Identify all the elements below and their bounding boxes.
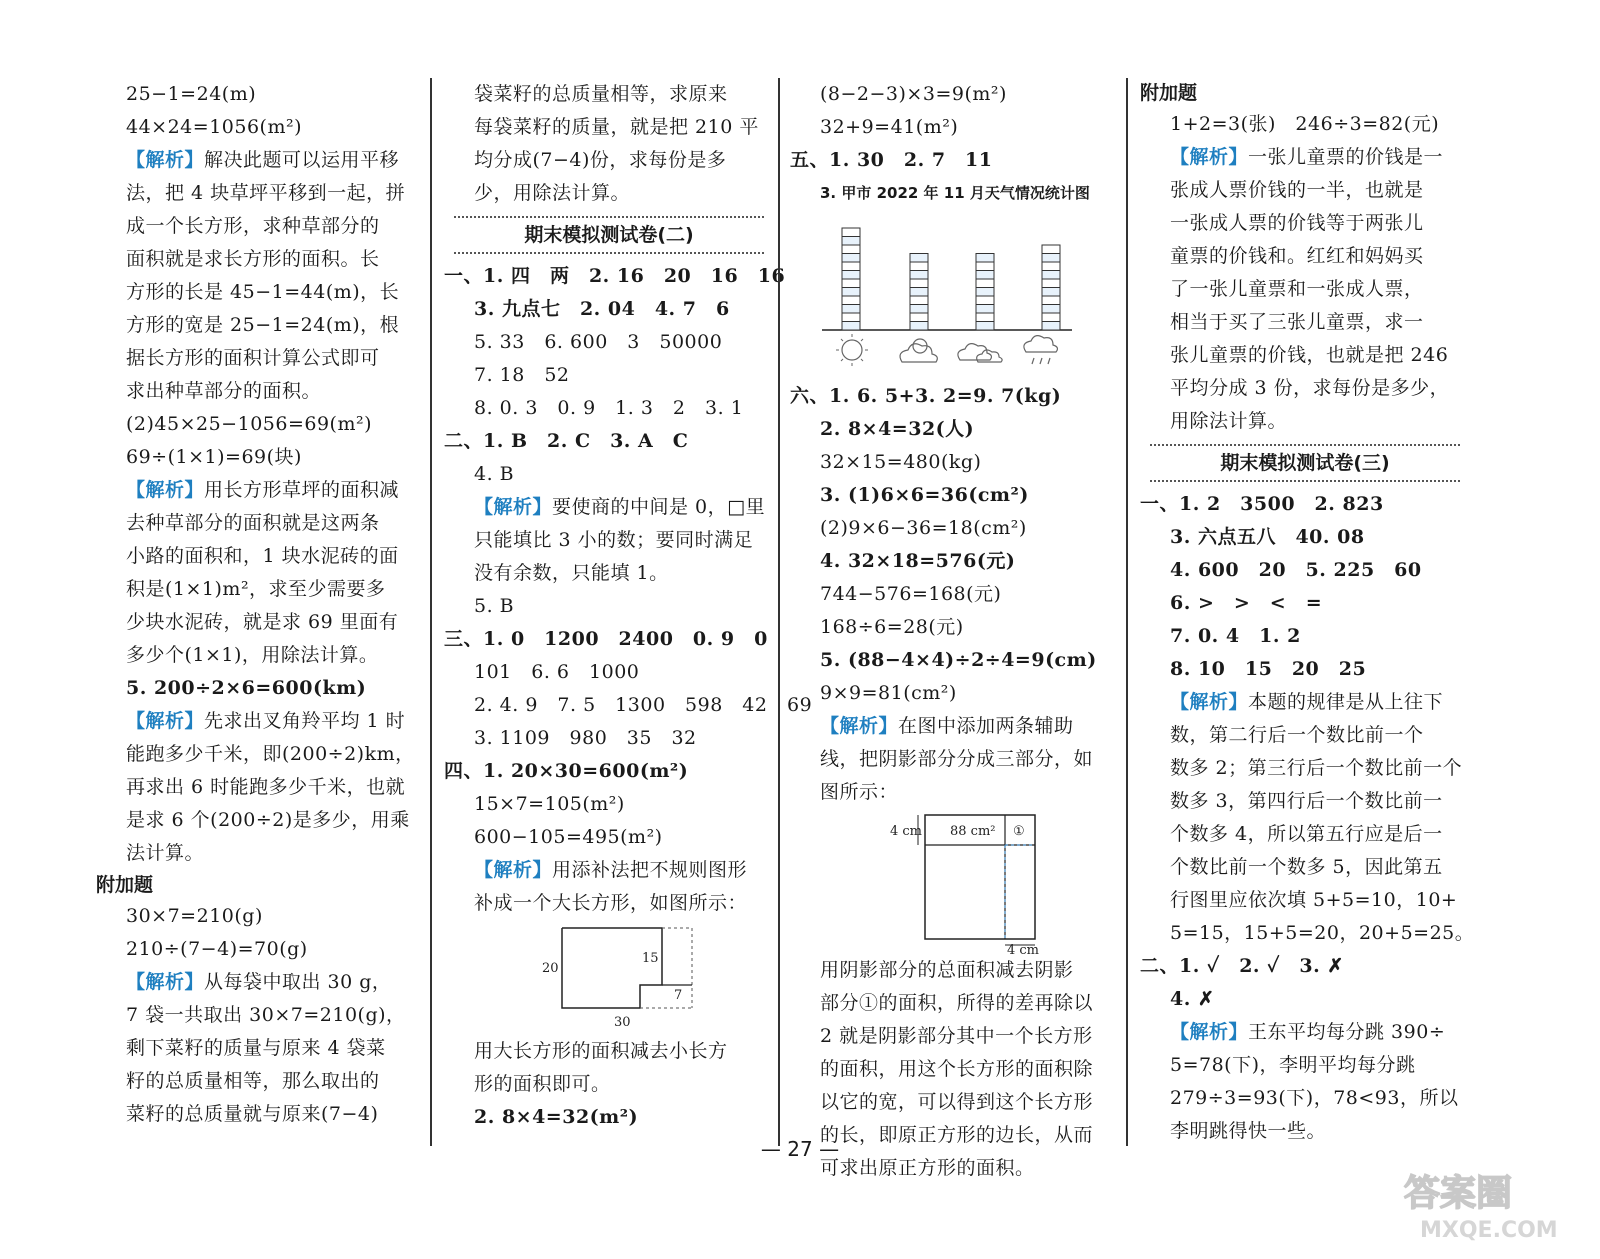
chart-bar-unit [1042, 296, 1060, 305]
figure-label: 4 cm [890, 824, 923, 839]
analysis-tag: 【解析】 [1170, 691, 1249, 713]
analysis-line: 【解析】用长方形草坪的面积减 [126, 479, 400, 501]
chart-bar-unit [1042, 254, 1060, 263]
exam-title: 期末模拟测试卷(二) [454, 216, 764, 254]
answer-line: 2. 8×4=32(人) [820, 418, 975, 440]
analysis-tag: 【解析】 [474, 496, 553, 518]
weather-chart [790, 210, 1110, 380]
chart-bar-unit [842, 279, 860, 288]
chart-bar-unit [976, 288, 994, 297]
text-line: 1+2=3(张) 246÷3=82(元) [1170, 113, 1440, 135]
chart-bar-unit [910, 254, 928, 263]
chart-bar-unit [910, 296, 928, 305]
text-line: 只能填比 3 小的数；要同时满足 [474, 529, 754, 551]
text-line: 可求出原正方形的面积。 [820, 1157, 1035, 1179]
watermark-url: MXQE.COM [1420, 1218, 1558, 1243]
text-line: 均分成(7−4)份，求每份是多 [474, 149, 727, 171]
analysis-tag: 【解析】 [1170, 146, 1249, 168]
figure-label: 20 [542, 961, 559, 976]
answer-line: 4. 32×18=576(元) [820, 550, 1016, 572]
chart-bar-unit [976, 271, 994, 280]
answer-line: 2. 8×4=32(m²) [474, 1106, 639, 1128]
text-line: 图所示： [820, 781, 899, 803]
chart-bar-unit [842, 296, 860, 305]
text-line: 2 就是阴影部分其中一个长方形 [820, 1025, 1093, 1047]
text-line: 30×7=210(g) [126, 905, 263, 927]
chart-bar-unit [1042, 305, 1060, 314]
chart-bar-unit [842, 305, 860, 314]
analysis-line: 【解析】先求出叉角羚平均 1 时 [126, 710, 406, 732]
chart-bar-unit [910, 322, 928, 331]
text-line: 个数比前一个数多 5，因此第五 [1170, 856, 1443, 878]
answer-line: 3. 六点五八 40. 08 [1170, 526, 1365, 548]
text-line: 279÷3=93(下)，78<93，所以 [1170, 1087, 1459, 1109]
chart-bar-rain [1042, 245, 1060, 330]
chart-title: 3. 甲市 2022 年 11 月天气情况统计图 [820, 184, 1090, 202]
chart-bar-unit [976, 313, 994, 322]
analysis-line: 【解析】一张儿童票的价钱是一 [1170, 146, 1444, 168]
chart-bar-unit [910, 313, 928, 322]
text-line: 小路的面积和，1 块水泥砖的面 [126, 545, 399, 567]
text-line: 44×24=1056(m²) [126, 116, 303, 138]
answer-line: 一、1. 2 3500 2. 823 [1140, 493, 1384, 515]
chart-bar-unit [1042, 288, 1060, 297]
figure-label: 30 [614, 1015, 631, 1030]
chart-bar-unit [1042, 322, 1060, 331]
square-figure [790, 809, 1120, 954]
analysis-tag: 【解析】 [126, 479, 205, 501]
text-line: 数多 3，第四行后一个数比前一 [1170, 790, 1443, 812]
text-line: (8−2−3)×3=9(m²) [820, 83, 1007, 105]
answer-line: 5. (88−4×4)÷2÷4=9(cm) [820, 649, 1097, 671]
text-line: 行图里应依次填 5+5=10，10+ [1170, 889, 1458, 911]
text-line: 据长方形的面积计算公式即可 [126, 347, 380, 369]
text-line: 剩下菜籽的质量与原来 4 袋菜 [126, 1037, 386, 1059]
watermark-text: 答案圈 [1404, 1173, 1513, 1214]
answer-line: 二、1. B 2. C 3. A C [444, 430, 689, 452]
answer-line: 六、1. 6. 5+3. 2=9. 7(kg) [790, 385, 1062, 407]
text-line: (2)45×25−1056=69(m²) [126, 413, 373, 435]
sunny-icon [836, 334, 868, 366]
answer-line: 四、1. 20×30=600(m²) [444, 760, 689, 782]
analysis-line: 【解析】从每袋中取出 30 g， [126, 971, 392, 993]
analysis-line: 【解析】在图中添加两条辅助 [820, 715, 1074, 737]
answer-line: 二、1. ✓ 2. ✓ 3. ✗ [1140, 955, 1344, 977]
exam-title: 期末模拟测试卷(三) [1150, 444, 1460, 482]
chart-bar-unit [910, 279, 928, 288]
text-line: 法，把 4 块草坪平移到一起，拼 [126, 182, 406, 204]
text-line: 25−1=24(m) [126, 83, 257, 105]
text-line: 没有余数，只能填 1。 [474, 562, 669, 584]
text-line: 补成一个大长方形，如图所示： [474, 892, 748, 914]
text-line: 用除法计算。 [1170, 410, 1288, 432]
answer-line: 4. B [474, 463, 515, 485]
analysis-tag: 【解析】 [474, 859, 553, 881]
text-line: 数，第二行后一个数比前一个 [1170, 724, 1424, 746]
column-divider [430, 78, 432, 1146]
text-line: 15×7=105(m²) [474, 793, 625, 815]
chart-bar-unit [842, 271, 860, 280]
answer-line: 2. 4. 9 7. 5 1300 598 42 69 [474, 694, 813, 716]
answer-line: 101 6. 6 1000 [474, 661, 640, 683]
text-line: 5=15，15+5=20，20+5=25。 [1170, 922, 1475, 944]
text-line: 用阴影部分的总面积减去阴影 [820, 959, 1074, 981]
text-line: 李明跳得快一些。 [1170, 1120, 1327, 1142]
chart-bar-unit [842, 254, 860, 263]
text-line: 相当于买了三张儿童票，求一 [1170, 311, 1424, 333]
text-line: 69÷(1×1)=69(块) [126, 446, 302, 468]
text-line: 210÷(7−4)=70(g) [126, 938, 308, 960]
text-line: 个数多 4，所以第五行应是后一 [1170, 823, 1443, 845]
answer-line: 6. > > < = [1170, 592, 1323, 614]
answer-line: 8. 0. 3 0. 9 1. 3 2 3. 1 [474, 397, 744, 419]
analysis-tag: 【解析】 [126, 971, 205, 993]
text-line: 7 袋一共取出 30×7=210(g)， [126, 1004, 406, 1026]
text-line: 成一个长方形，求种草部分的 [126, 215, 380, 237]
answer-line: 7. 18 52 [474, 364, 570, 386]
rectangle-figure [444, 920, 774, 1035]
chart-bar-unit [1042, 313, 1060, 322]
text-line: 5=78(下)，李明平均每分跳 [1170, 1054, 1416, 1076]
chart-bar-unit [910, 271, 928, 280]
analysis-tag: 【解析】 [126, 710, 205, 732]
overcast-icon [958, 344, 1002, 362]
text-line: 用大长方形的面积减去小长方 [474, 1040, 728, 1062]
chart-bar-unit [976, 322, 994, 331]
text-line: (2)9×6−36=18(cm²) [820, 517, 1027, 539]
chart-bar-unit [842, 313, 860, 322]
text-line: 方形的宽是 25−1=24(m)，根 [126, 314, 400, 336]
text-line: 能跑多少千米，即(200÷2)km， [126, 743, 415, 765]
text-line: 线，把阴影部分分成三部分，如 [820, 748, 1094, 770]
text-line: 张成人票价钱的一半，也就是 [1170, 179, 1424, 201]
text-line: 童票的价钱和。红红和妈妈买 [1170, 245, 1424, 267]
cloudy-icon [900, 339, 937, 362]
answer-line: 3. 九点七 2. 04 4. 7 6 [474, 298, 730, 320]
text-line: 每袋菜籽的质量，就是把 210 平 [474, 116, 759, 138]
chart-bar-unit [976, 305, 994, 314]
chart-bar-sunny [842, 228, 860, 330]
watermark-logo [1400, 1165, 1570, 1249]
answer-line: 3. 1109 980 35 32 [474, 727, 697, 749]
text-line: 744−576=168(元) [820, 583, 1002, 605]
text-line: 32+9=41(m²) [820, 116, 959, 138]
figure-label: 4 cm [1007, 943, 1040, 954]
rain-icon [1024, 336, 1058, 364]
answer-line: 5. B [474, 595, 515, 617]
analysis-line: 【解析】王东平均每分跳 390÷ [1170, 1021, 1446, 1043]
text-line: 多少个(1×1)，用除法计算。 [126, 644, 379, 666]
chart-bar-unit [842, 288, 860, 297]
text-line: 少块水泥砖，就是求 69 里面有 [126, 611, 399, 633]
column-3 [790, 78, 1120, 1185]
text-line: 部分①的面积，所得的差再除以 [820, 992, 1094, 1014]
figure-label: 15 [642, 951, 659, 966]
figure-label: 7 [674, 988, 683, 1003]
analysis-tag: 【解析】 [1170, 1021, 1249, 1043]
column-divider [1126, 78, 1128, 1146]
chart-bar-unit [842, 228, 860, 237]
chart-bar-unit [910, 305, 928, 314]
chart-bar-unit [842, 237, 860, 246]
column-1 [96, 78, 426, 1131]
text-line: 的面积，用这个长方形的面积除 [820, 1058, 1094, 1080]
text-line: 9×9=81(cm²) [820, 682, 957, 704]
column-4 [1140, 78, 1475, 1148]
text-line: 以它的宽，可以得到这个长方形 [820, 1091, 1094, 1113]
answer-line: 7. 0. 4 1. 2 [1170, 625, 1301, 647]
answer-line: 一、1. 四 两 2. 16 20 16 16 [444, 265, 786, 287]
chart-bar-unit [1042, 262, 1060, 271]
text-line: 平均分成 3 份，求每份是多少， [1170, 377, 1450, 399]
text-line: 的长，即原正方形的边长，从而 [820, 1124, 1094, 1146]
answer-line: 5. 200÷2×6=600(km) [126, 677, 367, 699]
text-line: 数多 2；第三行后一个数比前一个 [1170, 757, 1463, 779]
chart-bar-unit [910, 262, 928, 271]
answer-line: 3. (1)6×6=36(cm²) [820, 484, 1029, 506]
answer-line: 4. 600 20 5. 225 60 [1170, 559, 1422, 581]
analysis-line: 【解析】解决此题可以运用平移 [126, 149, 400, 171]
text-line: 张儿童票的价钱，也就是把 246 [1170, 344, 1449, 366]
section-heading: 附加题 [1140, 82, 1198, 104]
answer-line: 5. 33 6. 600 3 50000 [474, 331, 723, 353]
text-line: 积是(1×1)m²，求至少需要多 [126, 578, 386, 600]
text-line: 去种草部分的面积就是这两条 [126, 512, 380, 534]
page-number: — 27 — [760, 1137, 840, 1161]
chart-bar-unit [842, 245, 860, 254]
figure-outline [562, 928, 662, 1008]
text-line: 求出种草部分的面积。 [126, 380, 322, 402]
chart-bar-unit [842, 262, 860, 271]
text-line: 了一张儿童票和一张成人票， [1170, 278, 1424, 300]
text-line: 600−105=495(m²) [474, 826, 663, 848]
answer-line: 4. ✗ [1170, 988, 1215, 1010]
answer-line: 8. 10 15 20 25 [1170, 658, 1367, 680]
text-line: 袋菜籽的总质量相等，求原来 [474, 83, 728, 105]
chart-bar-unit [910, 288, 928, 297]
text-line: 籽的总质量相等，那么取出的 [126, 1070, 380, 1092]
analysis-line: 【解析】用添补法把不规则图形 [474, 859, 748, 881]
text-line: 面积就是求长方形的面积。长 [126, 248, 380, 270]
text-line: 方形的长是 45−1=44(m)，长 [126, 281, 400, 303]
chart-bar-unit [842, 322, 860, 331]
text-line: 少，用除法计算。 [474, 182, 631, 204]
chart-bar-unit [976, 262, 994, 271]
text-line: 32×15=480(kg) [820, 451, 982, 473]
chart-bar-cloudy [910, 254, 928, 331]
text-line: 菜籽的总质量就与原来(7−4) [126, 1103, 379, 1125]
column-divider [778, 78, 780, 1146]
figure-label: 88 cm² [950, 824, 996, 839]
text-line: 再求出 6 时能跑多少千米，也就 [126, 776, 406, 798]
text-line: 是求 6 个(200÷2)是多少，用乘 [126, 809, 410, 831]
chart-bar-unit [976, 279, 994, 288]
chart-bar-unit [1042, 271, 1060, 280]
column-2 [444, 78, 813, 1134]
chart-bar-unit [976, 254, 994, 263]
chart-bar-unit [1042, 279, 1060, 288]
chart-bar-overcast [976, 254, 994, 331]
chart-bar-unit [1042, 245, 1060, 254]
analysis-line: 【解析】本题的规律是从上往下 [1170, 691, 1444, 713]
section-heading: 附加题 [96, 874, 154, 896]
text-line: 形的面积即可。 [474, 1073, 611, 1095]
answer-line: 五、1. 30 2. 7 11 [790, 149, 993, 171]
chart-bars [842, 228, 1060, 330]
analysis-line: 【解析】要使商的中间是 0，□里 [474, 496, 766, 518]
analysis-tag: 【解析】 [126, 149, 205, 171]
analysis-tag: 【解析】 [820, 715, 899, 737]
answer-line: 三、1. 0 1200 2400 0. 9 0 [444, 628, 768, 650]
figure-label: ① [1013, 824, 1025, 839]
text-line: 一张成人票的价钱等于两张儿 [1170, 212, 1424, 234]
text-line: 168÷6=28(元) [820, 616, 964, 638]
chart-bar-unit [976, 296, 994, 305]
text-line: 法计算。 [126, 842, 205, 864]
